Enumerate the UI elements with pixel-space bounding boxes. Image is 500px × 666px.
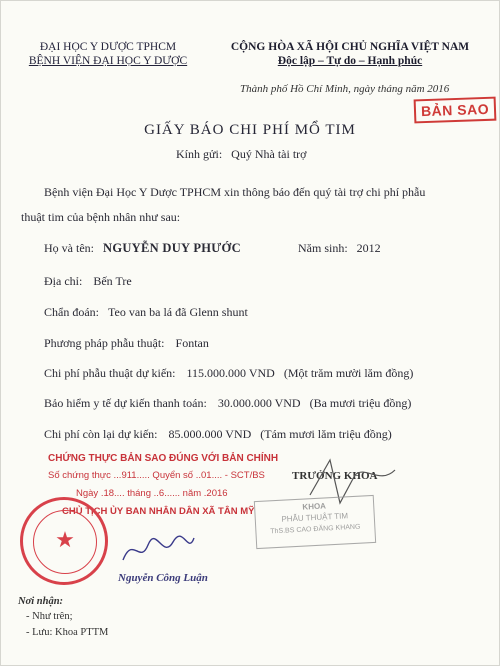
department-stamp [254,495,376,549]
method-value: Fontan [175,336,209,350]
name-label: Họ và tên: [44,241,94,255]
remaining-label: Chi phí còn lại dự kiến: [44,427,158,441]
expected-cost-words: (Một trăm mười lăm đồng) [283,366,414,380]
stamp-line3: ThS.BS CAO ĐĂNG KHANG [270,523,361,536]
stamp-line2: PHẪU THUẬT TIM [281,511,349,524]
certification-officer: CHỦ TỊCH ỦY BAN NHÂN DÂN XÃ TÂN MỸ [62,506,255,517]
head-title: TRƯỞNG KHOA [292,470,378,482]
certification-date: Ngày .18.... tháng ..6...... năm .2016 [76,488,228,499]
date-line: Thành phố Hồ Chí Minh, ngày tháng năm 2016 [240,83,450,95]
signature-name: Nguyễn Công Luận [118,572,208,584]
greeting [176,147,307,162]
remaining-value: 85.000.000 VND [168,427,252,441]
birth-label: Năm sinh: [298,241,348,255]
recipient-item-1: - Như trên; [26,611,73,622]
insurance-words: (Ba mươi triệu đồng) [309,396,412,410]
expected-cost-label: Chi phí phẫu thuật dự kiến: [44,366,176,380]
insurance-value: 30.000.000 VND [217,396,301,410]
university-name: ĐẠI HỌC Y DƯỢC TPHCM [39,41,177,53]
greeting-value: Quý Nhà tài trợ [231,147,307,161]
greeting-label: Kính gửi: [176,147,223,161]
diagnosis-value: Teo van ba lá đã Glenn shunt [108,305,248,319]
star-icon: ★ [55,527,75,552]
method-row [44,336,209,351]
insurance-row [44,396,411,411]
header-right [205,40,495,68]
intro-line2: thuật tim của bệnh nhân như sau: [21,210,181,224]
signature-mark [118,530,198,570]
birth-row [298,241,381,256]
name-row [44,241,241,256]
diagnosis-row [44,305,248,320]
insurance-label: Bảo hiểm y tế dự kiến thanh toán: [44,396,207,410]
red-seal [20,497,108,585]
remaining-words: (Tám mươi lăm triệu đồng) [260,427,392,441]
copy-stamp: BẢN SAO [414,97,497,124]
national-motto: Độc lập – Tự do – Hạnh phúc [277,55,423,67]
address-value: Bến Tre [93,274,132,288]
expected-cost-value: 115.000.000 VND [186,366,275,380]
recipients-label: Nơi nhận: [18,596,64,607]
birth-year: 2012 [356,241,381,255]
certification-title: CHỨNG THỰC BẢN SAO ĐÚNG VỚI BẢN CHÍNH [48,453,279,464]
header-left [18,40,198,68]
hospital-name: BỆNH VIỆN ĐẠI HỌC Y DƯỢC [28,55,188,67]
remaining-row [44,427,392,442]
recipient-item-2: - Lưu: Khoa PTTM [26,627,109,638]
address-row [44,274,132,289]
patient-name: NGUYỄN DUY PHƯỚC [103,241,241,255]
document-title: GIẤY BÁO CHI PHÍ MỔ TIM [144,122,356,138]
certification-number: Số chứng thực ...911..... Quyển số ..01.... - SCT/BS [48,470,265,481]
seal-inner-ring [33,510,97,574]
intro-line1: Bệnh viện Đại Học Y Dược TPHCM xin thông báo đến quý tài trợ chi phí phẫu [44,185,426,199]
method-label: Phương pháp phẫu thuật: [44,336,165,350]
expected-cost-row [44,366,413,381]
national-title: CỘNG HÒA XÃ HỘI CHỦ NGHĨA VIỆT NAM [230,41,470,53]
address-label: Địa chỉ: [44,274,83,288]
diagnosis-label: Chẩn đoán: [44,305,99,319]
stamp-line1: KHOA [302,501,327,512]
